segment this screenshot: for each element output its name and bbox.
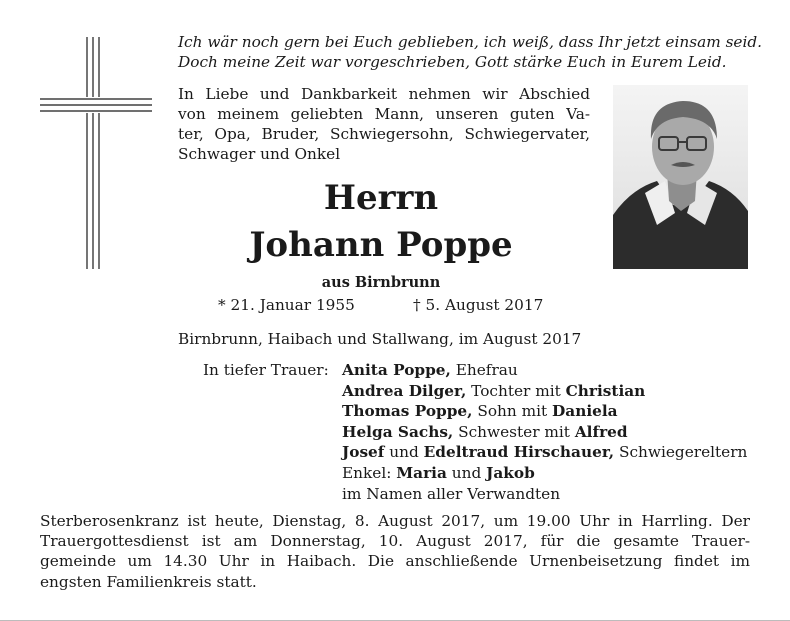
intro-line: ter, Opa, Bruder, Schwiegersohn, Schwiegervater, [178, 125, 590, 143]
mourner-name: Edeltraud Hirschauer, [423, 443, 615, 462]
mourner-relation: Sohn mit [472, 402, 553, 421]
service-line: Sterberosenkranz ist heute, Dienstag, 8. August 2017, um 19.00 Uhr in Harrling. Der [40, 512, 750, 530]
mourner-row [342, 484, 747, 505]
intro-line: Schwager und Onkel [178, 145, 341, 163]
quote [178, 32, 768, 72]
mourner-relation: Schwester mit [453, 422, 575, 441]
cross-icon [40, 37, 152, 269]
place-date: Birnbrunn, Haibach und Stallwang, im August 2017 [178, 330, 582, 348]
salutation: Herrn [323, 178, 439, 218]
mourner-row [342, 442, 747, 463]
mourner-name: Andrea Dilger, [342, 381, 467, 400]
intro-text [178, 84, 590, 164]
mourner-name: Josef [342, 443, 385, 462]
mourners-label: In tiefer Trauer: [203, 361, 329, 379]
mourner-name: Thomas Poppe, [342, 402, 473, 421]
mourner-relation: und [446, 463, 487, 482]
service-line: gemeinde um 14.30 Uhr in Haibach. Die anschließende Urnenbeisetzung findet im [40, 552, 750, 571]
mourner-name: Christian [565, 381, 646, 400]
mourner-name: Anita Poppe, [342, 361, 451, 379]
intro-line: von meinem geliebten Mann, unseren guten Va- [178, 105, 590, 123]
portrait-photo-image [613, 85, 748, 269]
mourner-row [342, 422, 747, 443]
birth-date: * 21. Januar 1955 [218, 296, 355, 314]
mourner-relation: Tochter mit [466, 381, 566, 400]
portrait-photo [613, 85, 748, 269]
deceased-name: Johann Poppe [249, 225, 513, 265]
mourner-name: Helga Sachs, [342, 422, 454, 441]
mourner-name: Maria [396, 463, 447, 482]
mourner-relation: Schwiegereltern [614, 443, 748, 462]
service-info [40, 511, 750, 592]
mourner-relation: und [384, 443, 424, 462]
service-line: Trauergottesdienst ist am Donnerstag, 10. August 2017, für die gesamte Trauer- [40, 532, 750, 551]
quote-line: Ich wär noch gern bei Euch geblieben, ich weiß, dass Ihr jetzt einsam seid. [178, 33, 763, 51]
mourner-name: Daniela [552, 402, 618, 421]
mourner-relation: im Namen aller Verwandten [342, 484, 561, 503]
mourner-relation: Enkel: [342, 463, 397, 482]
origin: aus Birnbrunn [321, 274, 441, 291]
mourner-row [342, 381, 747, 402]
quote-line: Doch meine Zeit war vorgeschrieben, Gott stärke Euch in Eurem Leid. [178, 53, 727, 71]
mourner-row [342, 360, 747, 381]
mourner-row [342, 401, 747, 422]
mourners-list [342, 360, 747, 504]
service-line: engsten Familienkreis statt. [40, 572, 257, 591]
death-date: † 5. August 2017 [413, 296, 544, 314]
mourner-name: Alfred [574, 422, 628, 441]
mourner-name: Jakob [486, 463, 535, 482]
intro-line: In Liebe und Dankbarkeit nehmen wir Abschied [178, 85, 590, 103]
mourner-relation: Ehefrau [450, 361, 518, 379]
mourner-row [342, 463, 747, 484]
